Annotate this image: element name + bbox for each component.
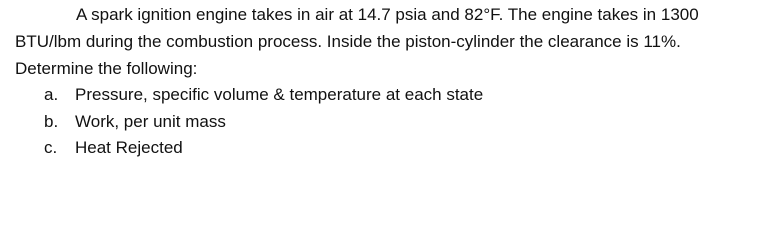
task-marker-b: b. [44,112,59,131]
task-marker-c: c. [44,138,58,157]
paragraph-line-1: A spark ignition engine takes in air at 14.7 psia and 82°F. The engine takes in 1300 [76,5,699,24]
task-text-a: Pressure, specific volume & temperature at each state [75,85,484,104]
paragraph-line-3: Determine the following: [15,59,198,78]
paragraph-line-2: BTU/lbm during the combustion process. Inside the piston-cylinder the clearance is 11%. [15,32,681,51]
task-marker-a: a. [44,85,59,104]
task-text-c: Heat Rejected [75,138,183,157]
task-text-b: Work, per unit mass [75,112,226,131]
